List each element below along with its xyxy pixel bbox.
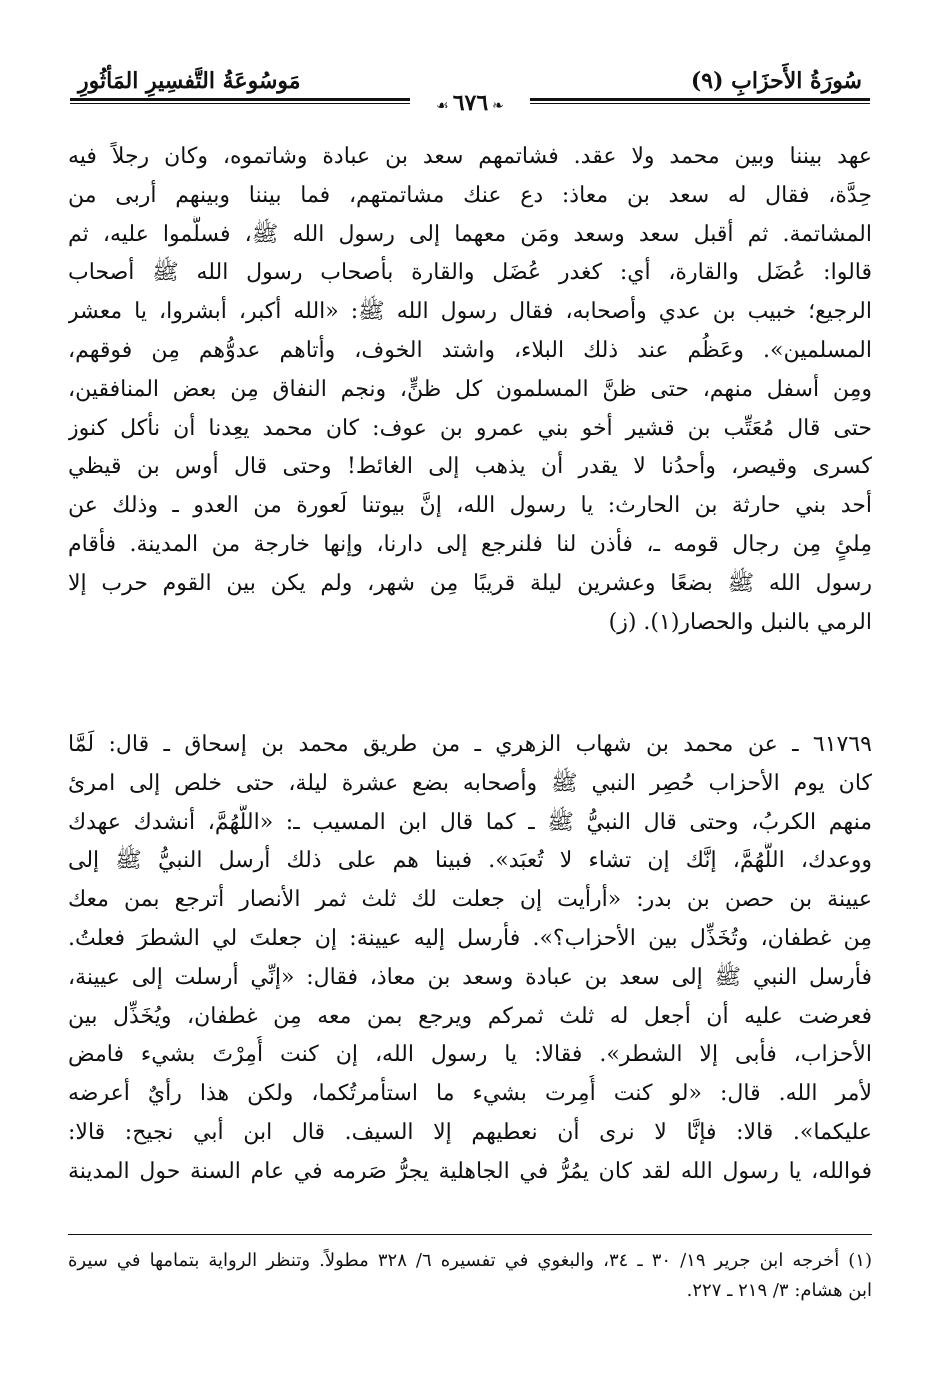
footnote-line: (١) أخرجه ابن جرير ١٩/ ٣٠ ـ ٣٤، والبغوي في تفسيره ٦/ ٣٢٨ مطولاً. وتنظر الرواية بتمامها في سيرة [68,1250,872,1271]
text-line: أحد بني حارثة بن الحارث: يا رسول الله، إنَّ بيوتنا لَعورة من العدو ـ وذلك عن [68,493,872,519]
text-line: لأمر الله. قال: «لو كنت أُمِرت بشيء ما استأمرتُكما، ولكن هذا رأيٌ أعرضه [68,1081,872,1107]
text-line: فوالله، يا رسول الله لقد كان يمُرُّ في الجاهلية يجرُّ صَرمه في عام السنة حول المدينة [68,1158,872,1184]
surah-title: سُورَةُ الأَحزَابِ (٩) [690,68,862,94]
text-line: مِن غطفان، وتُخَذِّل بين الأحزاب؟». فأرسل إليه عيينة: إن جعلتَ لي الشطرَ فعلتُ. [68,925,872,951]
footnote-line: ابن هشام: ٣/ ٢١٩ ـ ٢٢٧. [686,1280,872,1301]
text-line: الرجيع؛ خبيب بن عدي وأصحابه، فقال رسول الله ﷺ: «الله أكبر، أبشروا، يا معشر [68,299,872,325]
text-line: كسرى وقيصر، وأحدُنا لا يقدر أن يذهب إلى الغائط! وحتى قال أوس بن قيظي [68,454,872,480]
text-line: عيينة بن حصن بن بدر: «أرأيت إن جعلت لك ثلث ثمر الأنصار أترجع بمن معك [68,887,872,913]
hadith-entry-61769 [68,726,872,1192]
encyclopedia-title: مَوسُوعَةُ التَّفسِيرِ المَأثُورِ [78,68,301,94]
text-line: رسول الله ﷺ بضعًا وعشرين ليلة قريبًا مِن شهر، ولم يكن بين القوم حرب إلا [68,570,872,596]
ornament-right-icon: ❧ [492,98,504,114]
text-line: الرمي بالنبل والحصار(١). (ز) [608,609,872,635]
text-line: فأرسل النبي ﷺ إلى سعد بن عبادة وسعد بن معاذ، فقال: «إنِّي أرسلت إلى عيينة، [68,964,872,990]
text-line: منهم الكربُ، وحتى قال النبيُّ ﷺ ـ كما قال ابن المسيب ـ: «اللَّهُمَّ، أنشدك عهدك [68,809,872,835]
text-line: عليكما». قالا: فإنَّا لا نرى أن نعطيهم إلا السيف. قال ابن أبي نجيح: قالا: [68,1119,872,1145]
text-line: قالوا: عُضَل والقارة، أي: كغدر عُضَل والقارة بأصحاب رسول الله ﷺ أصحاب [68,260,872,286]
text-line: المسلمين». وعَظُم عند ذلك البلاء، واشتد الخوف، وأتاهم عدوُّهم مِن فوقهم، [68,337,872,363]
text-line: حتى قال مُعَتِّب بن قشير أخو بني عمرو بن عوف: كان محمد يعِدنا أن نأكل كنوز [68,415,872,441]
page-number-box [410,90,530,118]
text-line: المشاتمة. ثم أقبل سعد وسعد ومَن معهما إلى رسول الله ﷺ، فسلَّموا عليه، ثم [68,221,872,247]
text-line: مِلئٍ مِن رجال قومه ـ، فأذن لنا فلنرجع إلى دارنا، وإنها خارجة من المدينة. فأقام [68,531,872,557]
text-line: ووعدك، اللَّهُمَّ، إنَّك إن تشاء لا تُعبَد». فبينا هم على ذلك أرسل النبيُّ ﷺ إلى [68,848,872,874]
text-line: فعرضت عليه أن أجعل له ثلث ثمركم ويرجع بمن معه مِن غطفان، ويُخَذِّل بين [68,1003,872,1029]
ornament-left-icon: ☙ [436,98,449,114]
text-line: كان يوم الأحزاب حُصِر النبي ﷺ وأصحابه بضع عشرة ليلة، حتى خلص إلى امرئ [68,770,872,796]
text-line: الأحزاب، فأبى إلا الشطر». فقالا: يا رسول الله، إن كنت أُمِرْتَ بشيء فامض [68,1042,872,1068]
footnote [68,1246,872,1306]
text-line: عهد بيننا وبين محمد ولا عقد. فشاتمهم سعد بن عبادة وشاتموه، وكان رجلاً فيه [68,144,872,169]
text-line: ٦١٧٦٩ ـ عن محمد بن شهاب الزهري ـ من طريق محمد بن إسحاق ـ قال: لَمَّا [68,732,872,757]
paragraph-continuation [68,138,872,642]
text-line: حِدَّة، فقال له سعد بن معاذ: دع عنك مشاتمتهم، فما بيننا وبينهم أربى من [68,182,872,208]
text-line: ومِن أسفل منهم، حتى ظنَّ المسلمون كل ظنٍّ، ونجم النفاق مِن بعض المنافقين، [68,376,872,402]
footnote-separator [68,1234,872,1235]
page-number: ٦٧٦ [452,90,489,116]
